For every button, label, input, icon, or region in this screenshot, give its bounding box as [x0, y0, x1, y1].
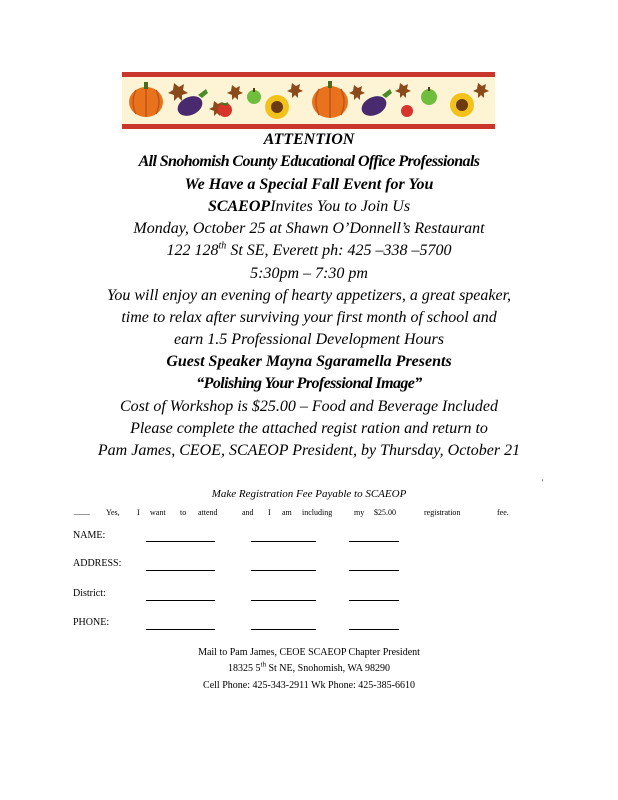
address-sup: th	[218, 240, 227, 252]
name-field-1[interactable]	[146, 541, 215, 542]
apple-icon	[247, 88, 261, 104]
district-field-3[interactable]	[349, 600, 399, 601]
date-line: Monday, October 25 at Shawn O’Donnell’s Restaurant	[133, 220, 485, 237]
district-field-1[interactable]	[146, 600, 215, 601]
sunflower-icon	[265, 95, 289, 119]
sentence-word: fee.	[497, 508, 509, 517]
sentence-word: to	[180, 508, 187, 517]
leaf-icon	[395, 83, 411, 98]
name-label: NAME:	[73, 530, 106, 541]
attention-heading: ATTENTION	[263, 131, 355, 148]
mail-phone-line: Cell Phone: 425-343-2911 Wk Phone: 425-385-6610	[203, 680, 415, 691]
complete-line: Please complete the attached regist ration and return to	[130, 420, 488, 437]
name-field-3[interactable]	[349, 541, 399, 542]
phone-field-1[interactable]	[146, 629, 215, 630]
pumpkin-icon	[129, 82, 163, 117]
fall-banner-art	[122, 77, 495, 124]
address-field-1[interactable]	[146, 570, 215, 571]
tomato-icon	[401, 105, 413, 117]
audience-line: All Snohomish County Educational Office Professionals	[138, 153, 480, 170]
leaf-icon	[349, 85, 365, 100]
apple-icon	[421, 87, 437, 105]
body-line-3: earn 1.5 Professional Development Hours	[173, 331, 445, 348]
name-field-2[interactable]	[251, 541, 316, 542]
talk-title: “Polishing Your Professional Image”	[196, 375, 422, 392]
mail-address-pre: 18325 5	[228, 663, 261, 674]
leaf-icon	[473, 83, 489, 98]
address-field-2[interactable]	[251, 570, 316, 571]
tomato-icon	[218, 103, 232, 117]
fee-payable-title: Make Registration Fee Payable to SCAEOP	[211, 488, 407, 500]
phone-field-3[interactable]	[349, 629, 399, 630]
leaf-icon	[168, 83, 188, 101]
address-pre: 122 128	[166, 242, 219, 259]
mail-to-line: Mail to Pam James, CEOE SCAEOP Chapter President	[198, 647, 420, 658]
address-field-3[interactable]	[349, 570, 399, 571]
event-line: We Have a Special Fall Event for You	[184, 176, 434, 193]
speaker-line: Guest Speaker Mayna Sgaramella Presents	[166, 353, 452, 370]
sentence-word: and	[242, 508, 254, 517]
sentence-word: registration	[424, 508, 461, 517]
phone-field-2[interactable]	[251, 629, 316, 630]
attend-checkbox-blank[interactable]: ____	[74, 507, 90, 516]
time-line: 5:30pm – 7:30 pm	[250, 265, 368, 282]
leaf-icon	[287, 83, 303, 98]
sentence-word: want	[150, 508, 166, 517]
pumpkin-icon	[312, 81, 348, 118]
address-label: ADDRESS:	[73, 558, 122, 569]
district-label: District:	[73, 588, 106, 599]
district-field-2[interactable]	[251, 600, 316, 601]
return-line: Pam James, CEOE, SCAEOP President, by Thursday, October 21	[97, 442, 521, 459]
address-line	[0, 241, 618, 261]
mail-address-sup: th	[260, 660, 266, 669]
sentence-word: attend	[198, 508, 218, 517]
invite-org: SCAEOP	[207, 198, 271, 215]
mail-address-line	[0, 662, 618, 676]
invite-text: Invites You to Join Us	[270, 198, 411, 215]
mail-address-post: St NE, Snohomish, WA 98290	[265, 663, 390, 674]
body-line-1: You will enjoy an evening of hearty appetizers, a great speaker,	[106, 287, 512, 304]
sentence-word: including	[302, 508, 333, 517]
sentence-word: I	[137, 508, 140, 517]
cost-line: Cost of Workshop is $25.00 – Food and Beverage Included	[119, 398, 499, 415]
sentence-word: my	[354, 508, 365, 517]
leaf-icon	[227, 85, 243, 100]
phone-label: PHONE:	[73, 617, 110, 628]
stray-mark: '	[542, 478, 544, 487]
sentence-word: $25.00	[374, 508, 396, 517]
sentence-word: I	[268, 508, 271, 517]
sentence-word: Yes,	[106, 508, 120, 517]
address-post: St SE, Everett ph: 425 –338 –5700	[226, 242, 452, 259]
fall-banner	[122, 72, 495, 129]
sentence-word: am	[282, 508, 292, 517]
invite-line	[0, 197, 618, 217]
body-line-2: time to relax after surviving your first month of school and	[121, 309, 497, 326]
sunflower-icon	[450, 93, 474, 117]
